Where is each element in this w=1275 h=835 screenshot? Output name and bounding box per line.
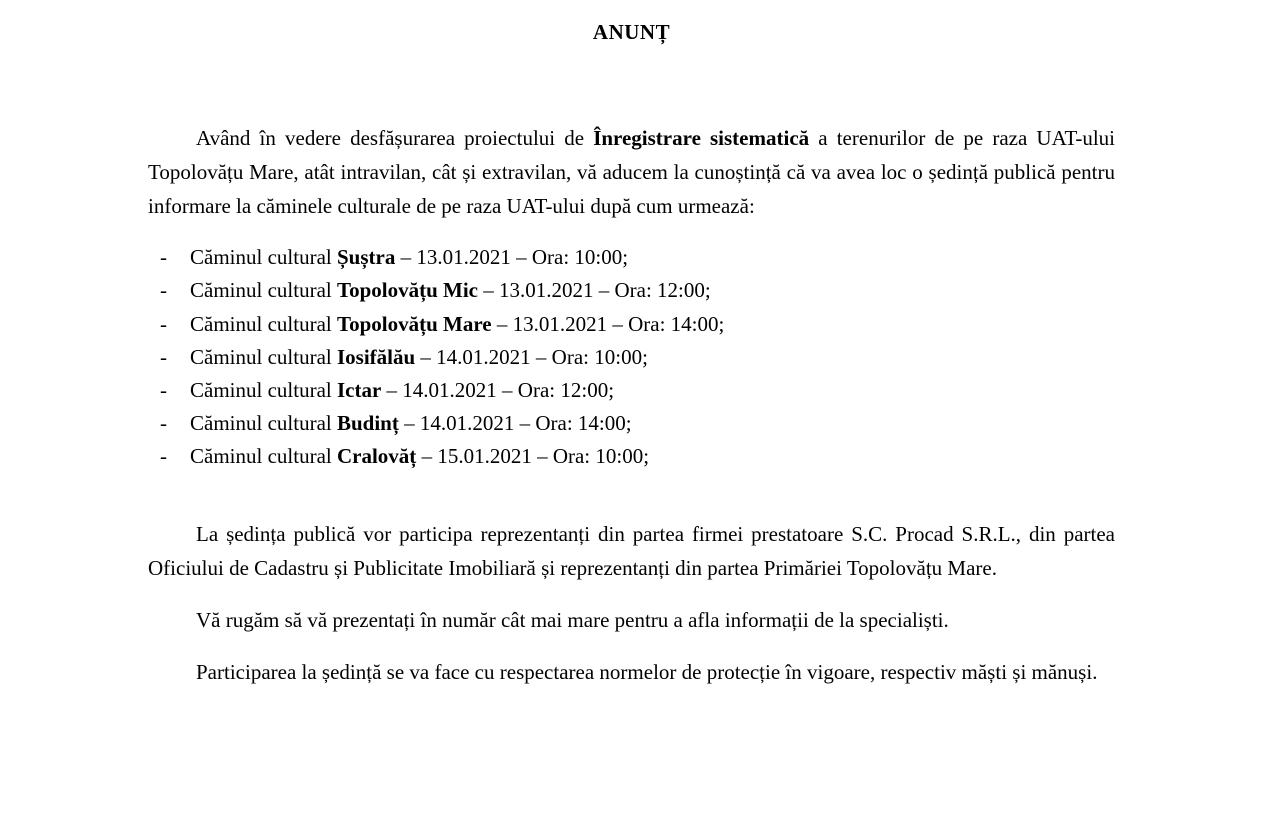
spacer xyxy=(148,585,1115,603)
item-venue-name: Ictar xyxy=(336,377,382,402)
list-item xyxy=(148,374,1115,407)
item-suffix: – 14.01.2021 – Ora: 12:00; xyxy=(381,377,615,402)
item-venue-name: Topolovățu Mic xyxy=(336,278,478,303)
rules-paragraph: Participarea la ședință se va face cu respectarea normelor de protecție în vigoare, respectiv măști și mănuși. xyxy=(196,660,1098,685)
list-bullet: - xyxy=(160,344,167,369)
intro-text-before: Având în vedere desfășurarea proiectului de xyxy=(196,126,594,151)
spacer xyxy=(148,473,1115,517)
list-item-text xyxy=(190,407,1115,440)
item-prefix: Căminul cultural xyxy=(190,278,337,303)
list-item xyxy=(148,341,1115,374)
list-bullet: - xyxy=(160,411,167,436)
list-item-text xyxy=(190,341,1115,374)
item-venue-name: Topolovățu Mare xyxy=(336,311,492,336)
list-bullet: - xyxy=(160,245,167,270)
page-title: ANUNȚ xyxy=(592,20,671,44)
invitation-paragraph: Vă rugăm să vă prezentați în număr cât mai mare pentru a afla informații de la specialiști. xyxy=(196,608,949,633)
item-prefix: Căminul cultural xyxy=(190,377,337,402)
list-bullet: - xyxy=(160,444,167,469)
list-item xyxy=(148,241,1115,274)
list-item xyxy=(148,274,1115,307)
item-venue-name: Iosifălău xyxy=(336,344,416,369)
item-venue-name: Budinț xyxy=(336,411,399,436)
item-prefix: Căminul cultural xyxy=(190,411,337,436)
item-suffix: – 14.01.2021 – Ora: 14:00; xyxy=(398,411,632,436)
intro-bold-term: Înregistrare sistematică xyxy=(593,126,810,151)
item-venue-name: Cralovăț xyxy=(336,444,417,469)
list-bullet: - xyxy=(160,278,167,303)
item-suffix: – 13.01.2021 – Ora: 14:00; xyxy=(491,311,725,336)
list-item xyxy=(148,308,1115,341)
spacer xyxy=(148,637,1115,655)
venue-list xyxy=(148,241,1115,473)
list-bullet: - xyxy=(160,377,167,402)
list-item-text xyxy=(190,241,1115,274)
intro-text-after: a terenurilor de pe raza UAT-ului Topolovățu Mare, atât intravilan, cât și extravilan, vă aducem la cunoștință că va avea loc o ședință publică pentru informare la căminele culturale de pe raza UAT-ului după cum urmează: xyxy=(148,126,1115,219)
item-suffix: – 13.01.2021 – Ora: 10:00; xyxy=(395,245,629,270)
item-prefix: Căminul cultural xyxy=(190,344,337,369)
list-item xyxy=(148,440,1115,473)
list-item-text xyxy=(190,274,1115,307)
item-prefix: Căminul cultural xyxy=(190,444,337,469)
item-prefix: Căminul cultural xyxy=(190,245,337,270)
list-item xyxy=(148,407,1115,440)
spacer xyxy=(148,223,1115,241)
list-item-text xyxy=(190,440,1115,473)
item-suffix: – 15.01.2021 – Ora: 10:00; xyxy=(416,444,650,469)
item-suffix: – 13.01.2021 – Ora: 12:00; xyxy=(477,278,711,303)
list-item-text xyxy=(190,308,1115,341)
list-item-text xyxy=(190,374,1115,407)
participants-paragraph: La ședința publică vor participa reprezentanți din partea firmei prestatoare S.C. Procad S.R.L., din partea Oficiului de Cadastru și Publicitate Imobiliară și reprezentanți din partea Primăriei Topolovățu Mare. xyxy=(148,522,1115,581)
item-venue-name: Șuștra xyxy=(336,245,396,270)
item-suffix: – 14.01.2021 – Ora: 10:00; xyxy=(415,344,648,369)
list-bullet: - xyxy=(160,311,167,336)
intro-paragraph xyxy=(148,121,1115,223)
item-prefix: Căminul cultural xyxy=(190,311,337,336)
